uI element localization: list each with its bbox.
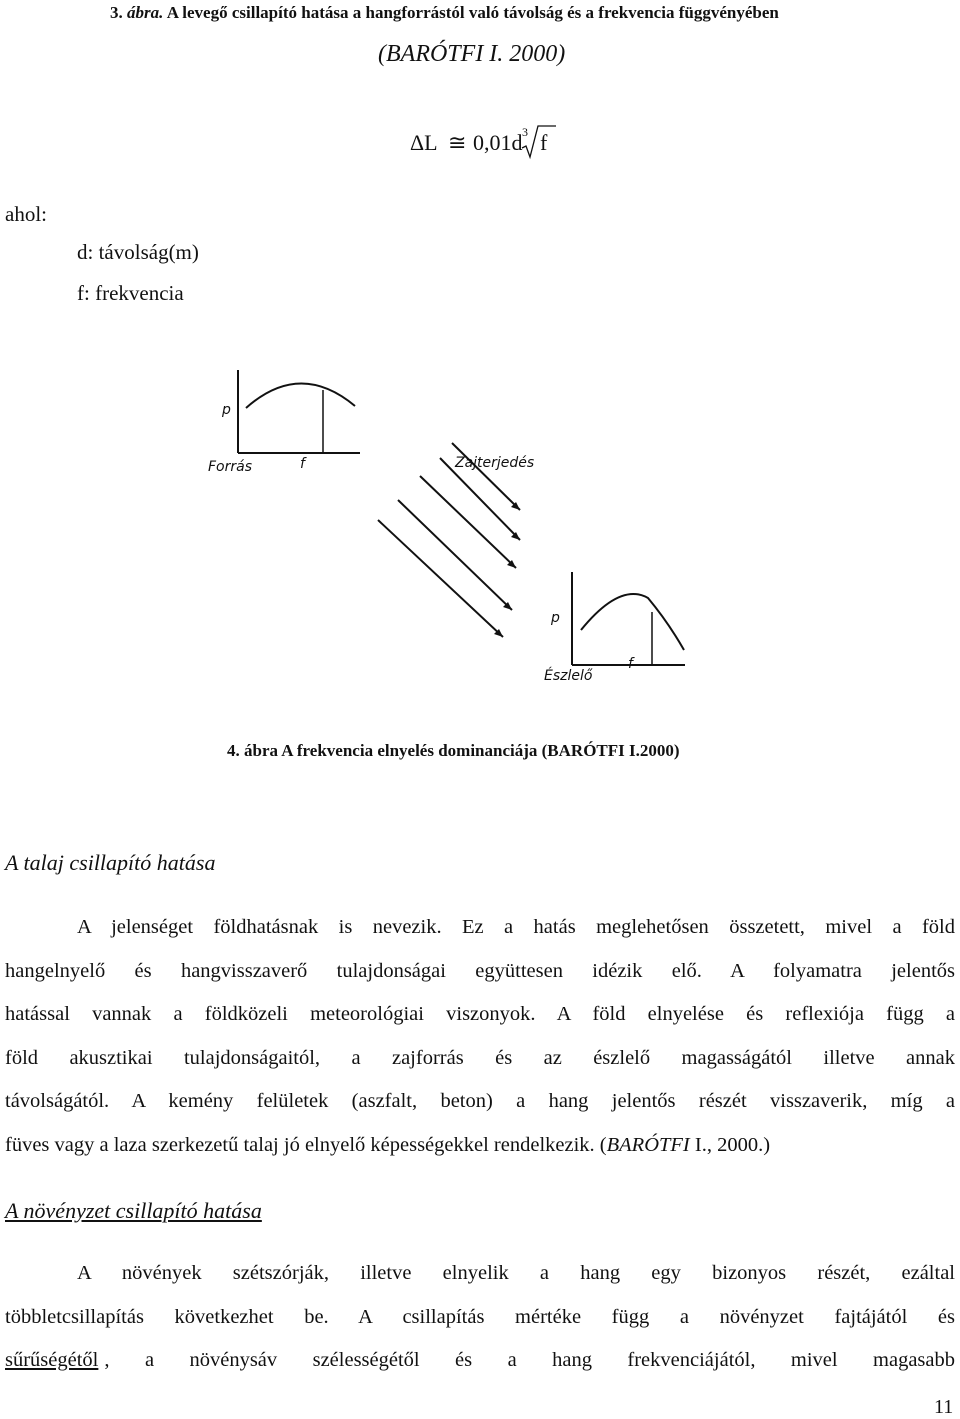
caption-number: 3. (110, 3, 123, 22)
figure-3-citation: (BARÓTFI I. 2000) (378, 41, 566, 67)
figure-3-caption (110, 3, 960, 23)
caption-abbr: ábra. (127, 3, 164, 22)
top-f-label: f (300, 456, 305, 472)
paragraph-line: föld akusztikai tulajdonságaitól, a zajforrás és az észlelő magasságától illetve annak (5, 1046, 955, 1069)
bottom-p-label: p (551, 610, 560, 626)
section-heading-talaj: A talaj csillapító hatása (5, 850, 216, 875)
formula (410, 125, 570, 164)
bottom-f-label: f (628, 656, 633, 672)
legend-intro: ahol: (5, 202, 47, 226)
paragraph-line: A jelenséget földhatásnak is nevezik. Ez a hatás meglehetősen összetett, mivel a föld (77, 916, 955, 938)
section-heading-novenyzet: A növényzet csillapító hatása (5, 1198, 262, 1223)
top-chart-curve (246, 383, 355, 408)
paragraph-line: távolságától. A kemény felületek (aszfalt, beton) a hang jelentős részét visszaverik, míg a (5, 1090, 955, 1112)
line-text: , a növénysáv szélességétől és a hang frekvenciájától, mivel magasabb (104, 1349, 955, 1371)
eszlelo-label: Észlelő (544, 668, 593, 684)
line-text: füves vagy a laza szerkezetű talaj jó elnyelő képességekkel rendelkezik. ( (5, 1133, 607, 1156)
paragraph-novenyzet (5, 1252, 955, 1383)
paragraph-line: A növények szétszórják, illetve elnyelik a hang egy bizonyos részét, ezáltal (77, 1262, 955, 1284)
formula-body: 0,01d (473, 130, 523, 155)
top-p-label: p (222, 402, 231, 418)
formula-approx: ≅ (448, 130, 467, 155)
paragraph-line (5, 1339, 955, 1383)
bottom-chart-curve (581, 594, 684, 650)
caption-text: A levegő csillapító hatása a hangforrástól való távolság és a frekvencia függvényében (166, 3, 779, 22)
forras-label: Forrás (208, 459, 253, 475)
underlined-word: sűrűségétől (5, 1349, 99, 1371)
legend-d: d: távolság(m) (77, 240, 199, 264)
paragraph-line: többletcsillapítás következhet be. A csillapítás mértéke függ a növényzet fajtájától és (5, 1305, 955, 1328)
formula-root-index: 3 (522, 125, 528, 139)
frequency-absorption-diagram (0, 360, 960, 690)
paragraph-line: hatással vannak a földközeli meteorológiai viszonyok. A föld elnyelése és reflexiója függ a (5, 1003, 955, 1025)
figure-4-caption: 4. ábra A frekvencia elnyelés dominanciája (BARÓTFI I.2000) (227, 741, 680, 760)
propagation-arrow-5 (452, 443, 520, 510)
legend-f: f: frekvencia (77, 281, 184, 305)
paragraph-talaj (5, 906, 955, 1167)
paragraph-line (5, 1124, 955, 1168)
paragraph-line: hangelnyelő és hangvisszaverő tulajdonságai együttesen idézik elő. A folyamatra jelentős (5, 959, 955, 982)
zajterjedes-label: Zajterjedés (455, 455, 535, 471)
formula-delta-l: ΔL (410, 130, 438, 155)
formula-radicand: f (540, 130, 548, 155)
citation-author: BARÓTFI (606, 1133, 690, 1156)
line-text: I., 2000.) (689, 1133, 771, 1156)
page-number: 11 (934, 1396, 954, 1418)
